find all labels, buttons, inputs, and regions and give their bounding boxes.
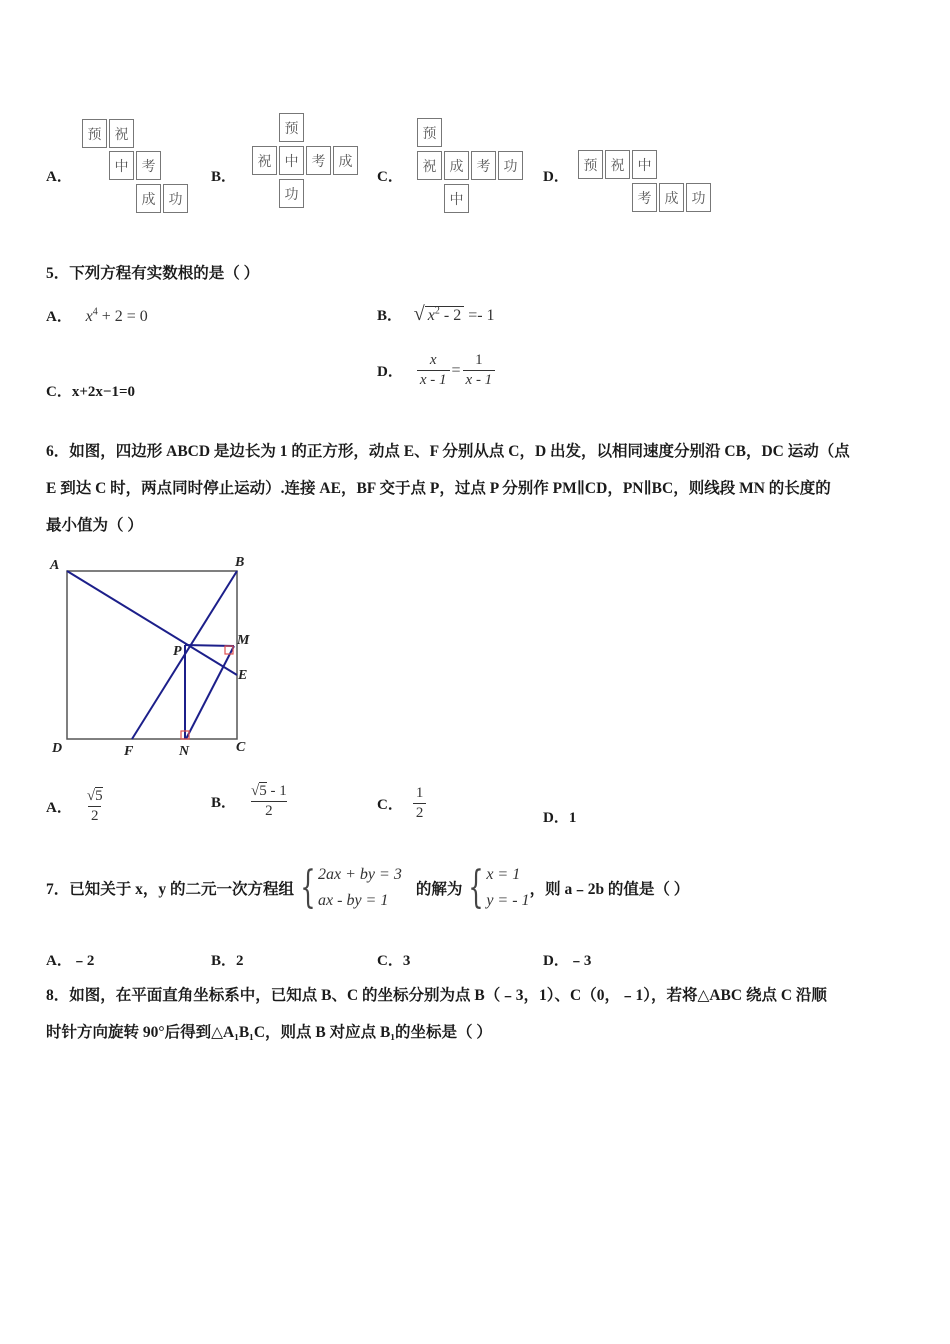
- net-cell: 功: [498, 151, 523, 180]
- net-cell: 考: [306, 146, 331, 175]
- q7-stem-post: ，则 a﹣2b 的值是（ ）: [529, 881, 690, 898]
- net-cell: 成: [659, 183, 684, 212]
- q7-option-d[interactable]: [543, 949, 591, 970]
- q7-option-c[interactable]: [377, 949, 410, 970]
- net-cell: 预: [417, 118, 442, 147]
- q6-option-b[interactable]: [211, 783, 290, 820]
- solution-system: [486, 862, 529, 914]
- q6-square-figure: [44, 553, 259, 763]
- radicand: 5: [95, 788, 103, 804]
- net-cell: 考: [471, 151, 496, 180]
- fraction: [417, 352, 450, 389]
- equation-line: ax - by = 1: [318, 892, 389, 909]
- label-b: B: [235, 555, 245, 570]
- option-text: 2: [236, 953, 244, 969]
- equation-line: 2ax + by = 3: [318, 866, 402, 883]
- q5-stem: 5．下列方程有实数根的是（ ）: [46, 265, 260, 282]
- q4-option-a-label[interactable]: A．: [46, 169, 72, 185]
- net-cell: 中: [279, 146, 304, 175]
- equation-line: x = 1: [486, 866, 521, 883]
- net-cell: 考: [136, 151, 161, 180]
- q5-option-c[interactable]: [46, 380, 135, 401]
- q4-option-c-label[interactable]: C．: [377, 169, 403, 185]
- net-cell: 预: [82, 119, 107, 148]
- q5-option-d[interactable]: [377, 352, 495, 389]
- option-text: x+2x−1=0: [71, 384, 135, 400]
- fraction: [248, 783, 290, 820]
- math-var: x: [85, 308, 93, 325]
- numerator: x: [429, 352, 437, 368]
- option-text: 1: [568, 810, 577, 826]
- label-a: A: [50, 558, 60, 573]
- label-n: N: [179, 744, 190, 759]
- q4-option-b-label[interactable]: B．: [211, 169, 237, 185]
- q4-net-d[interactable]: [578, 150, 718, 220]
- option-label: B．: [377, 308, 403, 324]
- numerator: 1: [475, 352, 483, 368]
- q7-stem-mid: 的解为: [415, 881, 463, 898]
- numerator: 1: [415, 785, 424, 801]
- segment-ae: [67, 571, 237, 675]
- q7-option-a[interactable]: [46, 949, 94, 970]
- net-cell: 祝: [417, 151, 442, 180]
- label-m: M: [237, 633, 250, 648]
- option-label: B．: [211, 795, 237, 811]
- q4-net-c[interactable]: [417, 118, 529, 222]
- label-e: E: [238, 668, 248, 683]
- label-c: C: [236, 740, 246, 755]
- net-cell: 祝: [252, 146, 277, 175]
- q6-stem-line3: 最小值为（ ）: [46, 517, 143, 534]
- q4-option-d-label[interactable]: D．: [543, 169, 569, 185]
- net-cell: 预: [279, 113, 304, 142]
- q6-option-a[interactable]: [46, 788, 106, 825]
- left-brace: {: [468, 862, 485, 913]
- math-text: - 1: [266, 783, 287, 799]
- net-cell: 功: [163, 184, 188, 213]
- q7-stem-pre: 7．已知关于 x，y 的二元一次方程组: [46, 881, 295, 898]
- option-text: 3: [402, 953, 411, 969]
- square-abcd: [67, 571, 237, 739]
- q4-net-b[interactable]: [252, 113, 364, 217]
- option-label: C．: [377, 797, 403, 813]
- net-cell: 中: [444, 184, 469, 213]
- net-cell: 祝: [605, 150, 630, 179]
- denominator: 2: [88, 806, 102, 825]
- denominator: 2: [251, 801, 287, 820]
- q6-option-d[interactable]: [543, 806, 576, 827]
- math-text: - 2: [439, 307, 462, 324]
- net-cell: 预: [578, 150, 603, 179]
- equation-system: [318, 862, 402, 914]
- denominator: 2: [413, 803, 427, 822]
- fraction: [413, 785, 427, 822]
- math-text: + 2 = 0: [97, 308, 148, 325]
- option-label: C．: [46, 384, 72, 400]
- equals-sign: =: [451, 361, 461, 379]
- option-label: A．: [46, 953, 72, 969]
- q5-option-a[interactable]: [46, 305, 148, 326]
- q7-stem: [46, 862, 689, 914]
- option-label: A．: [46, 309, 72, 325]
- denominator: x - 1: [417, 370, 450, 389]
- q4-net-a[interactable]: [82, 119, 192, 223]
- q7-option-b[interactable]: [211, 949, 244, 970]
- net-cell: 功: [279, 179, 304, 208]
- sqrt-symbol: √: [413, 303, 425, 325]
- fraction: [463, 352, 496, 389]
- label-f: F: [124, 744, 134, 759]
- option-text: ﹣3: [568, 953, 592, 969]
- option-label: A．: [46, 800, 72, 816]
- math-text: =- 1: [464, 307, 495, 324]
- option-label: D．: [377, 364, 403, 380]
- net-cell: 成: [136, 184, 161, 213]
- math-exponent: 4: [92, 306, 98, 318]
- net-cell: 中: [109, 151, 134, 180]
- q6-stem-line2: E 到达 C 时，两点同时停止运动）.连接 AE，BF 交于点 P，过点 P 分别作 PM∥CD，PN∥BC，则线段 MN 的长度的: [46, 480, 831, 497]
- q6-option-c[interactable]: [377, 785, 426, 822]
- radicand: 5: [259, 783, 267, 799]
- net-cell: 考: [632, 183, 657, 212]
- denominator: x - 1: [463, 370, 496, 389]
- math-var: x: [427, 307, 435, 324]
- option-label: D．: [543, 810, 569, 826]
- sqrt-symbol: √: [251, 783, 260, 799]
- label-d: D: [52, 741, 63, 756]
- option-label: B．: [211, 953, 237, 969]
- math-exponent: 2: [434, 305, 440, 317]
- segment-mn: [186, 646, 234, 739]
- option-label: D．: [543, 953, 569, 969]
- option-text: ﹣2: [71, 953, 95, 969]
- q8-stem-line2: 时针方向旋转 90°后得到△A₁B₁C，则点 B 对应点 B₁的坐标是（ ）: [46, 1024, 492, 1041]
- q8-stem-line1: 8．如图，在平面直角坐标系中，已知点 B、C 的坐标分别为点 B（﹣3，1）、C（0，﹣1），若将△ABC 绕点 C 沿顺: [46, 987, 827, 1004]
- net-cell: 中: [632, 150, 657, 179]
- net-cell: 成: [444, 151, 469, 180]
- label-p: P: [173, 644, 182, 659]
- sqrt-symbol: √: [86, 788, 96, 804]
- q6-stem-line1: 6．如图，四边形 ABCD 是边长为 1 的正方形，动点 E、F 分别从点 C，D 出发，以相同速度分别沿 CB，DC 运动（点: [46, 443, 850, 460]
- net-cell: 祝: [109, 119, 134, 148]
- net-cell: 功: [686, 183, 711, 212]
- net-cell: 成: [333, 146, 358, 175]
- option-label: C．: [377, 953, 403, 969]
- left-brace: {: [300, 862, 316, 913]
- equation-line: y = - 1: [486, 892, 530, 909]
- q5-option-b[interactable]: [377, 303, 495, 326]
- fraction: [84, 788, 106, 825]
